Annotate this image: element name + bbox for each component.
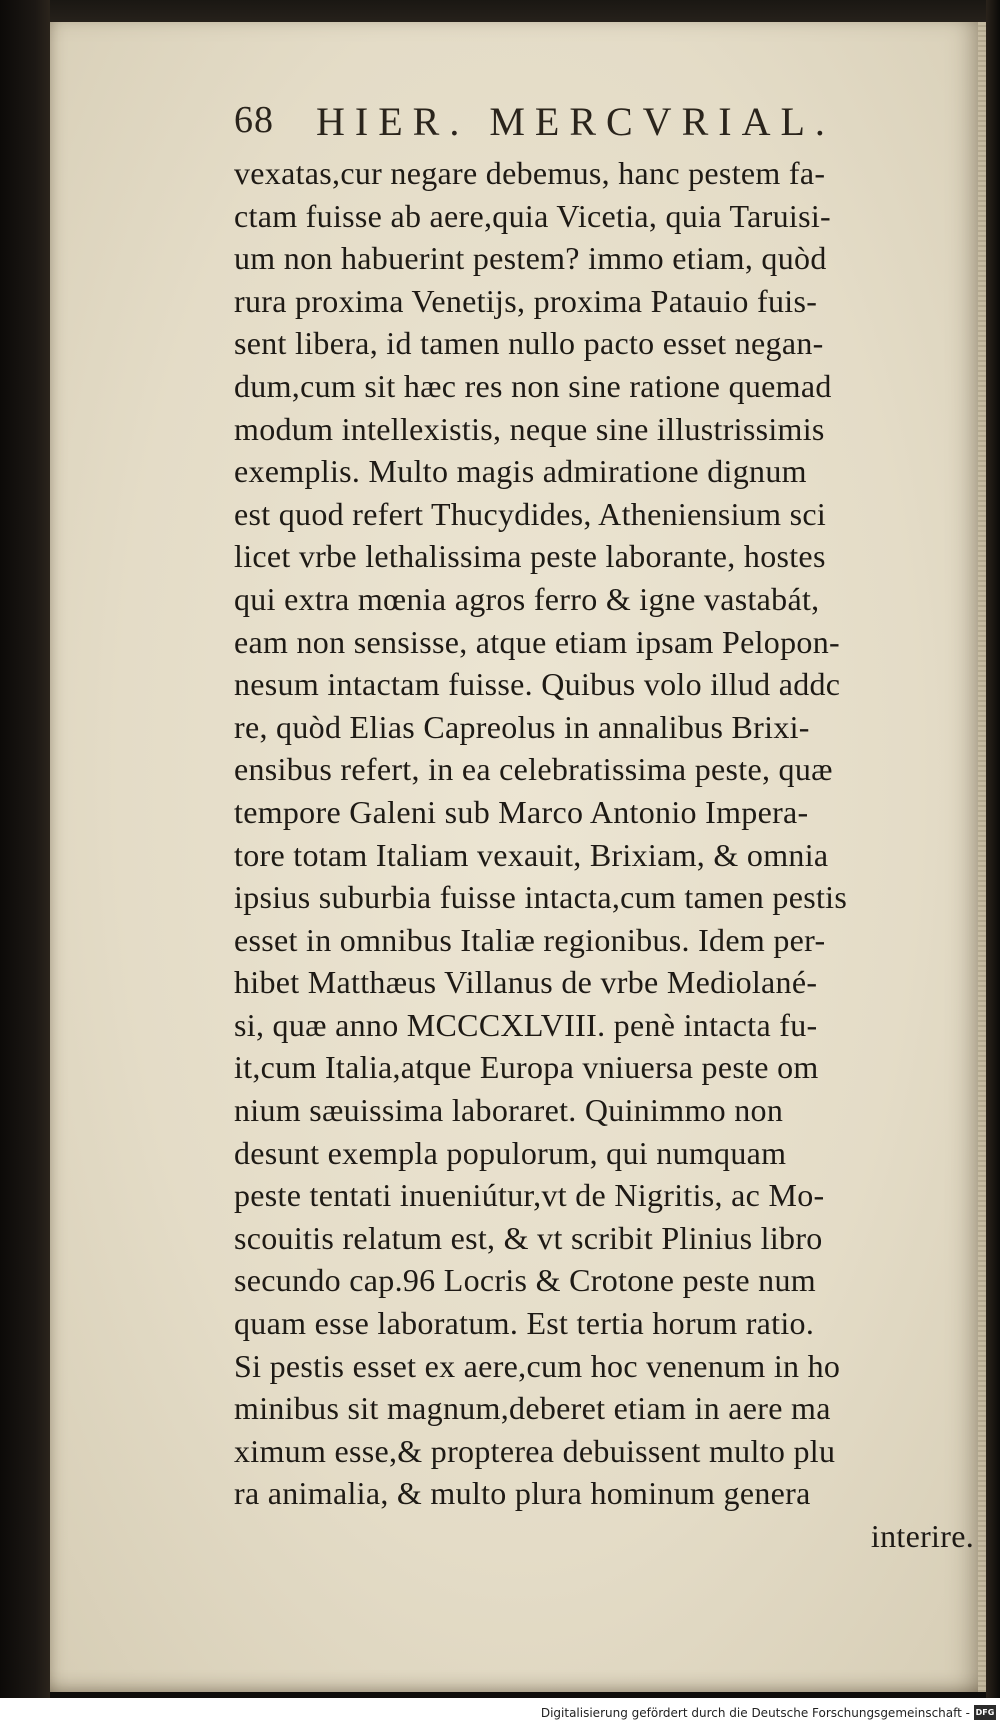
text-line: secundo cap.96 Locris & Crotone peste num [234, 1262, 816, 1299]
scan-frame-right [986, 0, 1000, 1730]
text-line: interire. [870, 1518, 974, 1554]
text-line: qui extra mœnia agros ferro & igne vastabát, [234, 580, 820, 617]
text-line: vexatas,cur negare debemus, hanc pestem fa- [234, 155, 826, 191]
text-line: si, quæ anno MCCCXLVIII. penè intacta fu- [234, 1006, 818, 1043]
text-line: re, quòd Elias Capreolus in annalibus Brixi- [234, 708, 810, 745]
text-line: esset in omnibus Italiæ regionibus. Idem per- [234, 921, 826, 958]
text-line: rura proxima Venetijs, proxima Patauio fuis- [234, 282, 818, 319]
text-line: scouitis relatum est, & vt scribit Plinius libro [234, 1219, 823, 1256]
text-line: ximum esse,& propterea debuissent multo plu [234, 1432, 836, 1469]
text-line: sent libera, id tamen nullo pacto esset negan- [234, 325, 824, 362]
text-line: hibet Matthæus Villanus de vrbe Mediolané- [234, 964, 818, 1001]
text-line: it,cum Italia,atque Europa vniuersa peste om [234, 1049, 819, 1086]
text-line: licet vrbe lethalissima peste laborante, hostes [234, 538, 826, 575]
scan-frame-left [0, 0, 50, 1730]
footer-bar [0, 1698, 1000, 1730]
running-head [234, 98, 954, 148]
text-line: quam esse laboratum. Est tertia horum ratio. [234, 1305, 815, 1342]
text-line: est quod refert Thucydides, Atheniensium sci [234, 495, 827, 532]
funding-credit: Digitalisierung gefördert durch die Deutsche Forschungsgemeinschaft - [540, 1706, 970, 1720]
text-line: ctam fuisse ab aere,quia Vicetia, quia Taruisi- [234, 197, 831, 234]
text-line: Si pestis esset ex aere,cum hoc venenum in ho [234, 1347, 841, 1384]
page-number: 68 [234, 99, 274, 141]
text-line: um non habuerint pestem? immo etiam, quòd [234, 240, 827, 277]
text-line: modum intellexistis, neque sine illustrissimis [234, 410, 825, 447]
text-line: tore totam Italiam vexauit, Brixiam, & omnia [234, 836, 829, 873]
text-line: ra animalia, & multo plura hominum genera [234, 1475, 811, 1512]
text-line: nesum intactam fuisse. Quibus volo illud addc [234, 666, 841, 703]
text-line: peste tentati inueniútur,vt de Nigritis, ac Mo- [234, 1177, 825, 1214]
text-line: desunt exempla populorum, qui numquam [234, 1134, 787, 1171]
text-line: nium sæuissima laboraret. Quinimmo non [234, 1092, 784, 1129]
running-head-title: HIER. MERCVRIAL. [316, 99, 835, 144]
text-line: eam non sensisse, atque etiam ipsam Pelopon- [234, 623, 840, 660]
text-line: minibus sit magnum,deberet etiam in aere ma [234, 1390, 831, 1427]
text-line: tempore Galeni sub Marco Antonio Impera- [234, 793, 809, 830]
text-line: ipsius suburbia fuisse intacta,cum tamen pestis [234, 879, 848, 916]
text-line: dum,cum sit hæc res non sine ratione quemad [234, 367, 832, 404]
text-line: ensibus refert, in ea celebratissima peste, quæ [234, 751, 833, 788]
body-text [234, 152, 974, 1558]
text-line: exemplis. Multo magis admiratione dignum [234, 453, 807, 490]
dfg-logo: DFG [974, 1705, 996, 1720]
page-edge [978, 22, 986, 1692]
